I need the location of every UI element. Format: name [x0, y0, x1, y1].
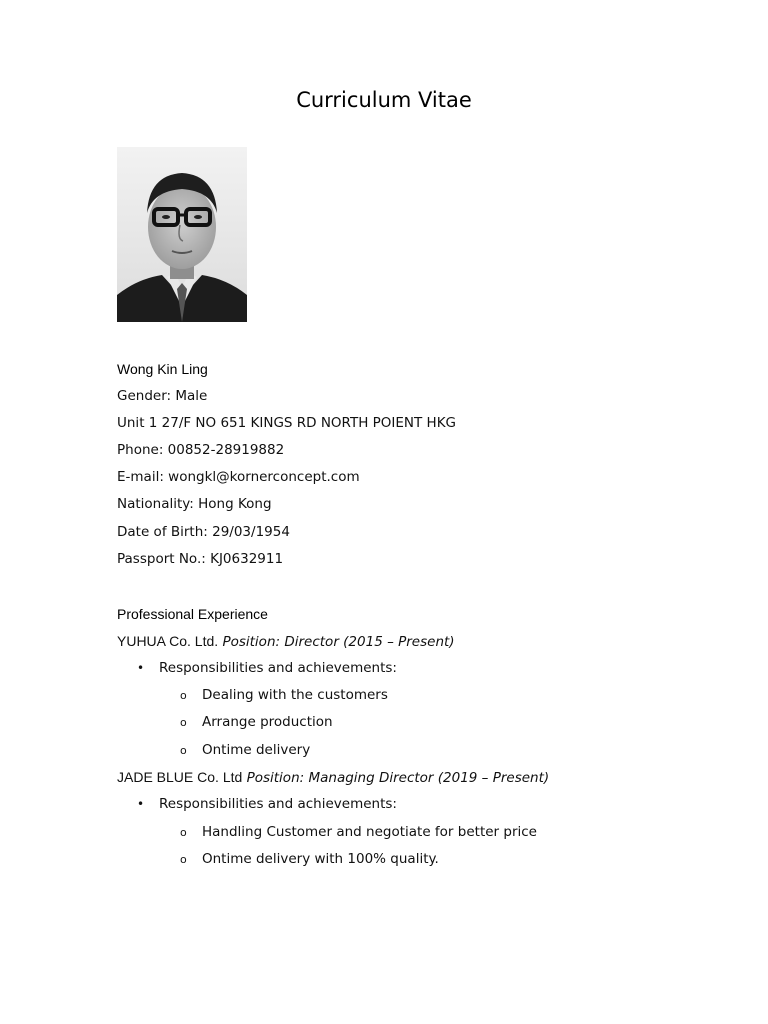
list-item [137, 795, 397, 813]
list-item [180, 823, 537, 842]
job-position: Position: Managing Director (2019 – Present) [246, 770, 550, 786]
bullet-disc-icon: • [137, 797, 145, 811]
list-item [180, 741, 310, 760]
bullet-circle-icon: o [180, 826, 187, 839]
portrait-image [117, 147, 247, 322]
job-entry-2 [117, 768, 549, 787]
bullet-circle-icon: o [180, 689, 187, 702]
gender-text: Gender: Male [117, 388, 208, 404]
document-title: Curriculum Vitae [296, 88, 472, 112]
list-item [180, 686, 388, 705]
experience-heading: Professional Experience [117, 606, 268, 622]
list-item [180, 713, 333, 732]
address-text: Unit 1 27/F NO 651 KINGS RD NORTH POIENT HKG [117, 415, 457, 431]
responsibility-item: Arrange production [202, 714, 333, 730]
responsibility-item: Ontime delivery with 100% quality. [202, 851, 439, 867]
dob-text: Date of Birth: 29/03/1954 [117, 524, 290, 540]
responsibility-item: Ontime delivery [202, 742, 311, 758]
responsibility-item: Dealing with the customers [202, 687, 388, 703]
bullet-circle-icon: o [180, 744, 187, 757]
job-entry-1 [117, 632, 455, 651]
responsibility-item: Handling Customer and negotiate for better price [202, 824, 537, 840]
job-position: Position: Director (2015 – Present) [222, 634, 455, 650]
bullet-circle-icon: o [180, 853, 187, 866]
passport-text: Passport No.: KJ0632911 [117, 551, 284, 567]
bullet-circle-icon: o [180, 716, 187, 729]
bullet-disc-icon: • [137, 661, 145, 675]
list-item [180, 850, 439, 869]
email-text: E-mail: wongkl@kornerconcept.com [117, 469, 360, 485]
company-name: JADE BLUE Co. Ltd [117, 769, 243, 785]
phone-text: Phone: 00852-28919882 [117, 442, 285, 458]
responsibilities-label: Responsibilities and achievements: [159, 796, 397, 812]
company-name: YUHUA Co. Ltd. [117, 633, 219, 649]
nationality-text: Nationality: Hong Kong [117, 496, 272, 512]
candidate-name: Wong Kin Ling [117, 361, 208, 377]
responsibilities-label: Responsibilities and achievements: [159, 660, 397, 676]
list-item [137, 659, 397, 677]
profile-photo [117, 147, 247, 322]
